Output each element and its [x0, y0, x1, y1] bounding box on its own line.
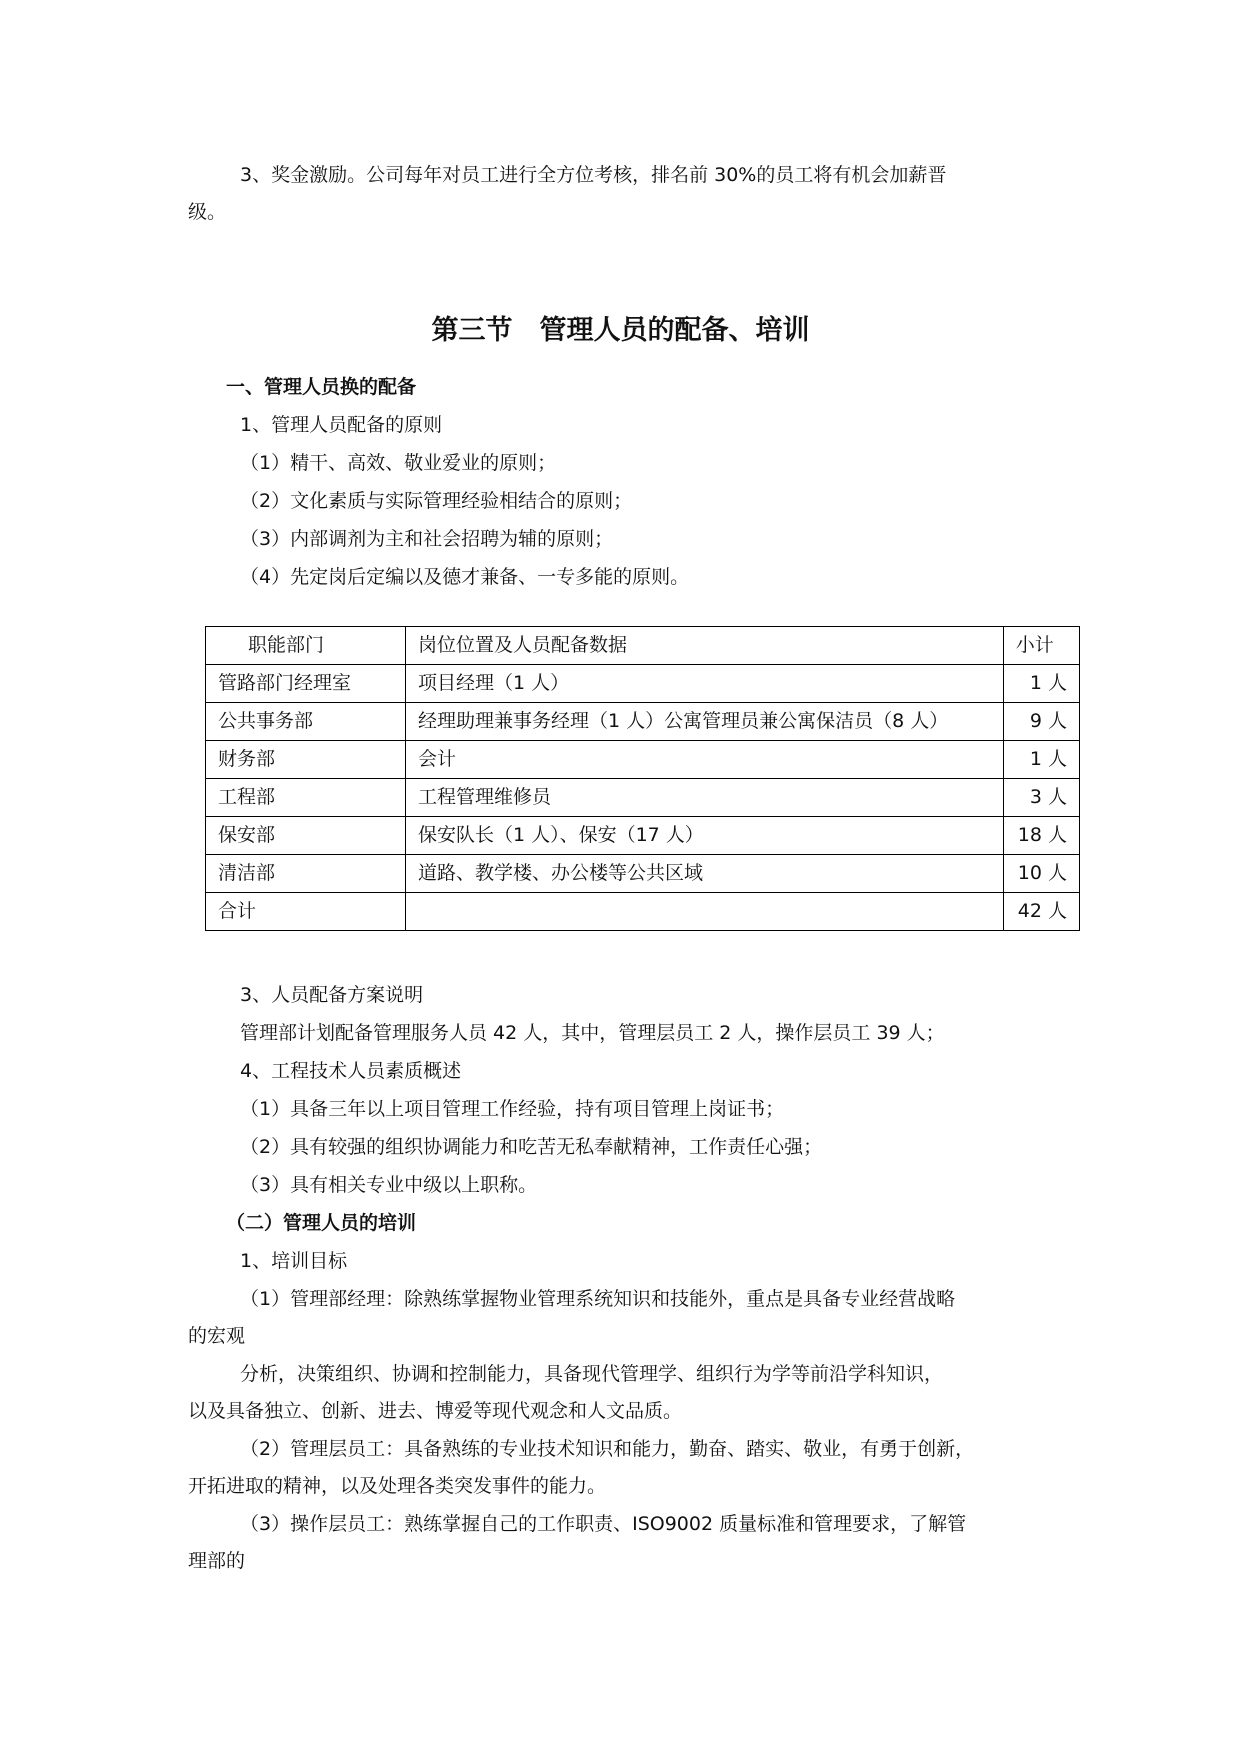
cell-total-value: 42 人 [1003, 893, 1079, 931]
manager-line-4: 以及具备独立、创新、进去、博爱等现代观念和人文品质。 [188, 1400, 683, 1422]
plan-heading: 3、人员配备方案说明 [240, 984, 424, 1006]
ops-staff-line-1: （3）操作层员工：熟练掌握自己的工作职责、ISO9002 质量标准和管理要求，了解管 [240, 1513, 967, 1535]
ops-staff-line-2: 理部的 [188, 1550, 246, 1572]
table-row [206, 855, 1080, 893]
header-subtotal: 小计 [1003, 627, 1079, 665]
principle-3: （3）内部调剂为主和社会招聘为辅的原则； [240, 528, 614, 550]
manager-line-1: （1）管理部经理：除熟练掌握物业管理系统知识和技能外，重点是具备专业经营战略 [240, 1288, 956, 1310]
cell-positions: 保安队长（1 人）、保安（17 人） [405, 817, 1003, 855]
bonus-line-1: 3、奖金激励。公司每年对员工进行全方位考核，排名前 30%的员工将有机会加薪晋 [240, 164, 947, 186]
bonus-line-2: 级。 [188, 201, 227, 223]
cell-department: 清洁部 [206, 855, 406, 893]
cell-positions: 经理助理兼事务经理（1 人）公寓管理员兼公寓保洁员（8 人） [405, 703, 1003, 741]
cell-positions: 工程管理维修员 [405, 779, 1003, 817]
table-header-row [206, 627, 1080, 665]
table-total-row [206, 893, 1080, 931]
cell-department: 保安部 [206, 817, 406, 855]
table-row [206, 779, 1080, 817]
cell-positions: 会计 [405, 741, 1003, 779]
quality-heading: 4、工程技术人员素质概述 [240, 1060, 462, 1082]
section-title: 第三节 管理人员的配备、培训 [431, 315, 810, 346]
training-heading: （二）管理人员的培训 [226, 1212, 417, 1234]
cell-positions: 道路、教学楼、办公楼等公共区域 [405, 855, 1003, 893]
staffing-table [205, 626, 1080, 931]
heading-staffing: 一、管理人员换的配备 [226, 376, 417, 398]
table-row [206, 703, 1080, 741]
mgmt-staff-line-2: 开拓进取的精神，以及处理各类突发事件的能力。 [188, 1475, 607, 1497]
quality-item-1: （1）具备三年以上项目管理工作经验，持有项目管理上岗证书； [240, 1098, 785, 1120]
training-goal-heading: 1、培训目标 [240, 1250, 348, 1272]
cell-department: 财务部 [206, 741, 406, 779]
manager-line-2: 的宏观 [188, 1325, 246, 1347]
cell-department: 管路部门经理室 [206, 665, 406, 703]
cell-subtotal: 9 人 [1003, 703, 1079, 741]
plan-text: 管理部计划配备管理服务人员 42 人，其中，管理层员工 2 人，操作层员工 39 人； [240, 1022, 945, 1044]
cell-subtotal: 1 人 [1003, 741, 1079, 779]
principles-heading: 1、管理人员配备的原则 [240, 414, 443, 436]
table-row [206, 817, 1080, 855]
quality-item-3: （3）具有相关专业中级以上职称。 [240, 1174, 538, 1196]
cell-subtotal: 3 人 [1003, 779, 1079, 817]
header-department: 职能部门 [206, 627, 406, 665]
cell-department: 公共事务部 [206, 703, 406, 741]
cell-subtotal: 10 人 [1003, 855, 1079, 893]
table-row [206, 665, 1080, 703]
cell-total-empty [405, 893, 1003, 931]
principle-4: （4）先定岗后定编以及德才兼备、一专多能的原则。 [240, 566, 690, 588]
cell-subtotal: 1 人 [1003, 665, 1079, 703]
principle-2: （2）文化素质与实际管理经验相结合的原则； [240, 490, 633, 512]
quality-item-2: （2）具有较强的组织协调能力和吃苦无私奉献精神，工作责任心强； [240, 1136, 823, 1158]
cell-positions: 项目经理（1 人） [405, 665, 1003, 703]
principle-1: （1）精干、高效、敬业爱业的原则； [240, 452, 557, 474]
manager-line-3: 分析，决策组织、协调和控制能力，具备现代管理学、组织行为学等前沿学科知识， [240, 1363, 944, 1385]
mgmt-staff-line-1: （2）管理层员工：具备熟练的专业技术知识和能力，勤奋、踏实、敬业，有勇于创新， [240, 1438, 975, 1460]
header-positions: 岗位位置及人员配备数据 [405, 627, 1003, 665]
cell-total-label: 合计 [206, 893, 406, 931]
cell-department: 工程部 [206, 779, 406, 817]
table-row [206, 741, 1080, 779]
cell-subtotal: 18 人 [1003, 817, 1079, 855]
